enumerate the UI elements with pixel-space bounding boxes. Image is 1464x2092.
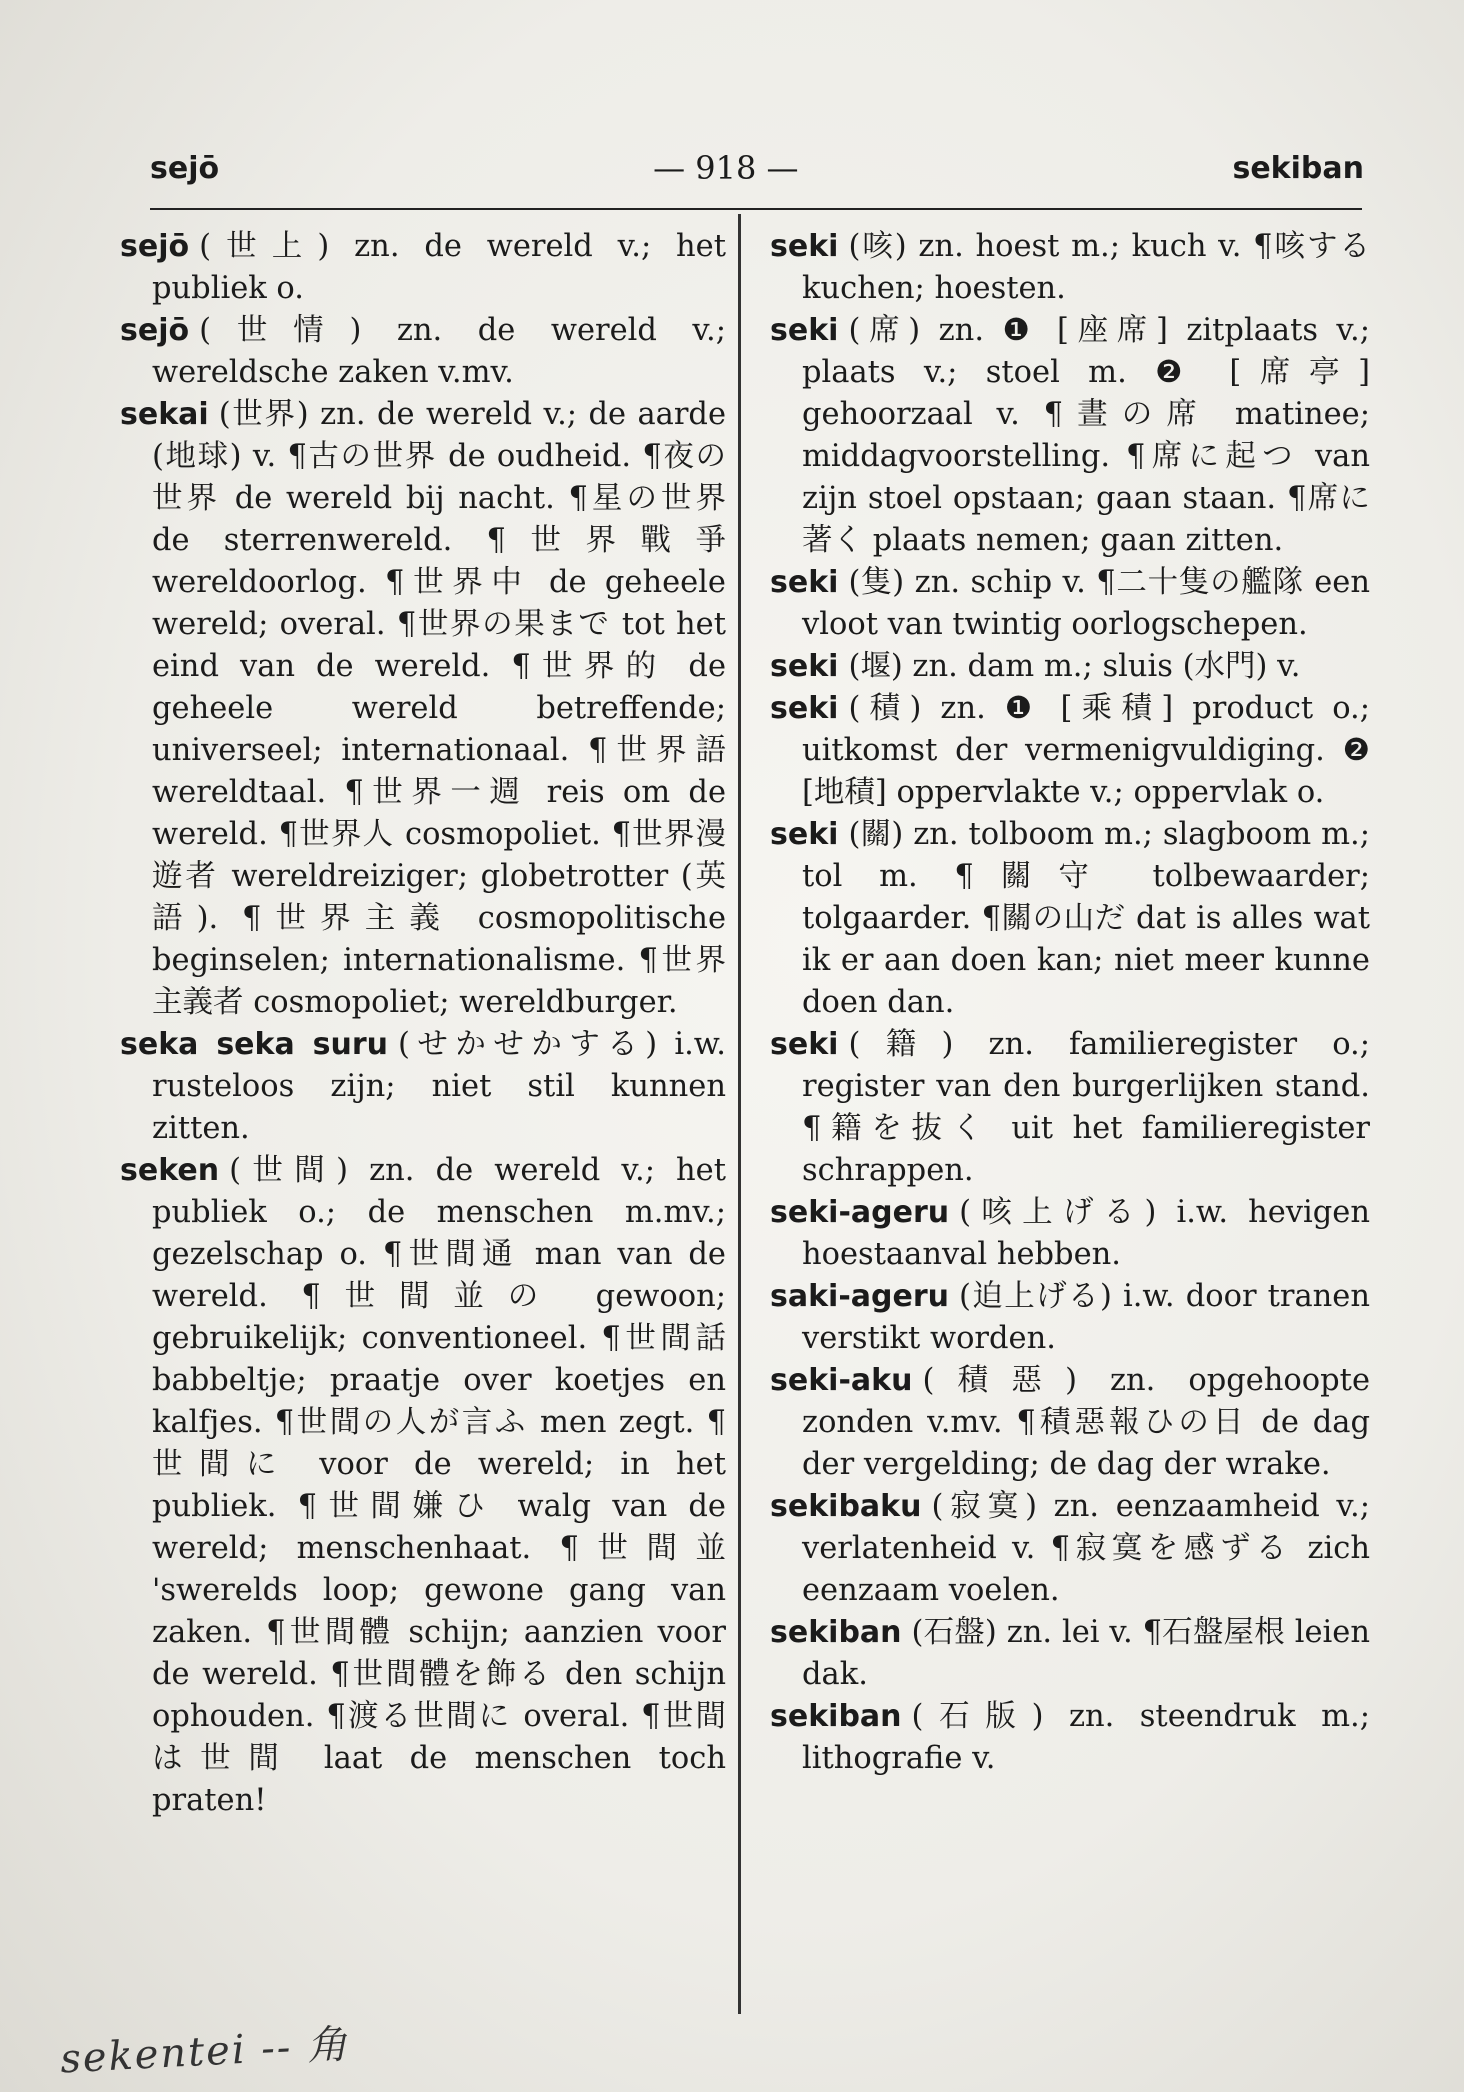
handwritten-note: sekentei -- 角 xyxy=(59,2021,351,2083)
entry xyxy=(770,1192,1370,1276)
entry-headword: seki-ageru xyxy=(770,1195,950,1230)
entry-body: (寂寞) zn. eenzaamheid v.; verlatenheid v. ¶寂寞を感ずる zich eenzaam voelen. xyxy=(802,1489,1370,1608)
entry xyxy=(770,1024,1370,1192)
entry xyxy=(770,310,1370,562)
entry-body: (席) zn. ❶ [座席] zitplaats v.; plaats v.; stoel m. ❷ [席亭] gehoorzaal v. ¶晝の席 matinee; middagvoorstelling. ¶席に起つ van zijn stoel opstaan; gaan staan. ¶席に著く plaats nemen; gaan zitten. xyxy=(802,313,1370,558)
entry-body: (世間) zn. de wereld v.; het publiek o.; de menschen m.mv.; gezelschap o. ¶世間通 man van de wereld. ¶世間並の gewoon; gebruikelijk; conventioneel. ¶世間話 babbeltje; praatje over koetjes en kalfjes. ¶世間の人が言ふ men zegt. ¶世間に voor de wereld; in het publiek. ¶世間嫌ひ walg van de wereld; menschenhaat. ¶世間並 'swerelds loop; gewone gang van zaken. ¶世間體 schijn; aanzien voor de wereld. ¶世間體を飾る den schijn ophouden. ¶渡る世間に overal. ¶世間は世間 laat de menschen toch praten! xyxy=(152,1153,726,1818)
entry xyxy=(770,646,1370,688)
entry-body: (堰) zn. dam m.; sluis (水門) v. xyxy=(848,649,1301,684)
entry-body: (世界) zn. de wereld v.; de aarde (地球) v. ¶古の世界 de oudheid. ¶夜の世界 de wereld bij nacht. ¶星の世界 de sterrenwereld. ¶世界戰爭 wereldoorlog. ¶世界中 de geheele wereld; overal. ¶世界の果まで tot het eind van de wereld. ¶世界的 de geheele wereld betreffende; universeel; internationaal. ¶世界語 wereldtaal. ¶世界一週 reis om de wereld. ¶世界人 cosmopoliet. ¶世界漫遊者 wereldreiziger; globetrotter (英語). ¶世界主義 cosmopolitische beginselen; internationalisme. ¶世界主義者 cosmopoliet; wereldburger. xyxy=(152,397,726,1020)
entry-headword: seki xyxy=(770,649,839,684)
entry-body: (石盤) zn. lei v. ¶石盤屋根 leien dak. xyxy=(802,1615,1370,1692)
entry xyxy=(770,1360,1370,1486)
left-column xyxy=(120,226,726,1822)
entry-body: (積惡) zn. opgehoopte zonden v.mv. ¶積惡報ひの日 de dag der vergelding; de dag der wrake. xyxy=(802,1363,1370,1482)
page-number: — 918 — xyxy=(653,149,799,187)
entry-headword: saki-ageru xyxy=(770,1279,950,1314)
entry-headword: seki xyxy=(770,1027,839,1062)
entry-headword: seki xyxy=(770,313,839,348)
entry-headword: sejō xyxy=(120,229,190,264)
entry-body: (咳) zn. hoest m.; kuch v. ¶咳する kuchen; hoesten. xyxy=(802,229,1370,306)
entry-headword: seki-aku xyxy=(770,1363,913,1398)
entry xyxy=(120,394,726,1024)
entry-body: (石版) zn. steendruk m.; lithografie v. xyxy=(802,1699,1370,1776)
entry-body: (隻) zn. schip v. ¶二十隻の艦隊 een vloot van twintig oorlogschepen. xyxy=(802,565,1370,642)
entry xyxy=(770,1486,1370,1612)
right-column xyxy=(770,226,1370,1780)
entry xyxy=(770,1276,1370,1360)
entry-headword: sejō xyxy=(120,313,190,348)
entry xyxy=(770,688,1370,814)
column-divider xyxy=(738,214,741,2014)
entry-body: (咳上げる) i.w. hevigen hoestaanval hebben. xyxy=(802,1195,1370,1272)
entry xyxy=(770,1612,1370,1696)
entry-headword: seki xyxy=(770,565,839,600)
entry-headword: sekibaku xyxy=(770,1489,922,1524)
entry-body: (籍) zn. familieregister o.; register van den burgerlijken stand. ¶籍を抜く uit het familieregister schrappen. xyxy=(802,1027,1370,1188)
entry xyxy=(120,226,726,310)
entry xyxy=(770,1696,1370,1780)
entry-body: (迫上げる) i.w. door tranen verstikt worden. xyxy=(802,1279,1370,1356)
entry xyxy=(770,226,1370,310)
entry-headword: sekai xyxy=(120,397,209,432)
entry xyxy=(120,310,726,394)
entry-headword: sekiban xyxy=(770,1699,902,1734)
entry-body: (せかせかする) i.w. rusteloos zijn; niet stil kunnen zitten. xyxy=(152,1027,726,1146)
page-header xyxy=(150,138,1364,198)
header-rule xyxy=(150,208,1362,210)
entry-headword: seki xyxy=(770,817,839,852)
entry-headword: seka seka suru xyxy=(120,1027,389,1062)
header-left-guide-word: sejō xyxy=(150,150,220,186)
entry-body: (關) zn. tolboom m.; slagboom m.; tol m. ¶關守 tolbewaarder; tolgaarder. ¶關の山だ dat is alles wat ik er aan doen kan; niet meer kunne doen dan. xyxy=(802,817,1370,1020)
entry xyxy=(120,1024,726,1150)
entry-body: (世上) zn. de wereld v.; het publiek o. xyxy=(152,229,726,306)
entry xyxy=(770,814,1370,1024)
entry-headword: seki xyxy=(770,691,839,726)
entry-headword: seken xyxy=(120,1153,220,1188)
entry xyxy=(120,1150,726,1822)
entry-body: (世情) zn. de wereld v.; wereldsche zaken v.mv. xyxy=(152,313,726,390)
entry-headword: seki xyxy=(770,229,839,264)
header-right-guide-word: sekiban xyxy=(1232,150,1364,186)
entry xyxy=(770,562,1370,646)
entry-headword: sekiban xyxy=(770,1615,902,1650)
entry-body: (積) zn. ❶ [乘積] product o.; uitkomst der vermenigvuldiging. ❷ [地積] oppervlakte v.; oppervlak o. xyxy=(802,691,1370,810)
